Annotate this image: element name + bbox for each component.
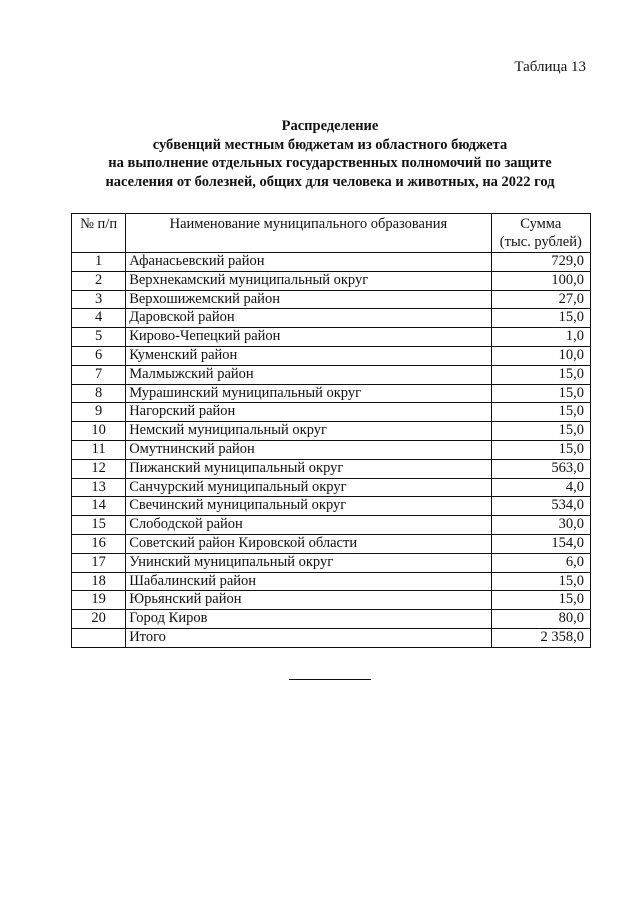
table-row [72,403,591,422]
row-num-cell: 15 [72,516,126,535]
row-name-cell: Советский район Кировской области [126,534,491,553]
table-row [72,459,591,478]
subvention-table [71,213,591,648]
header-sum-line-2: (тыс. рублей) [499,234,582,250]
table-row [72,328,591,347]
table-row [72,478,591,497]
table-row [72,365,591,384]
row-sum-cell: 15,0 [491,572,590,591]
document-title [60,117,600,191]
row-num-cell: 18 [72,572,126,591]
row-sum-cell: 15,0 [491,403,590,422]
row-name-cell: Малмыжский район [126,365,491,384]
table-row [72,271,591,290]
row-name-cell: Афанасьевский район [126,253,491,272]
row-sum-cell: 15,0 [491,384,590,403]
row-name-cell: Даровской район [126,309,491,328]
row-name-cell: Город Киров [126,610,491,629]
title-line-3: на выполнение отдельных государственных полномочий по защите [108,155,552,171]
row-sum-cell: 10,0 [491,346,590,365]
row-sum-cell: 563,0 [491,459,590,478]
header-num: № п/п [72,214,126,253]
row-name-cell: Юрьянский район [126,591,491,610]
row-num-cell: 20 [72,610,126,629]
row-sum-cell: 6,0 [491,553,590,572]
total-num-cell [72,628,126,647]
row-name-cell: Пижанский муниципальный округ [126,459,491,478]
row-num-cell: 17 [72,553,126,572]
header-name: Наименование муниципального образования [126,214,491,253]
row-name-cell: Омутнинский район [126,440,491,459]
row-sum-cell: 15,0 [491,422,590,441]
row-num-cell: 13 [72,478,126,497]
row-name-cell: Кирово-Чепецкий район [126,328,491,347]
row-num-cell: 6 [72,346,126,365]
total-label-cell: Итого [126,628,491,647]
row-num-cell: 2 [72,271,126,290]
total-row [72,628,591,647]
row-sum-cell: 27,0 [491,290,590,309]
table-row [72,440,591,459]
row-sum-cell: 80,0 [491,610,590,629]
title-line-4: населения от болезней, общих для человека и животных, на 2022 год [105,173,555,190]
table-row [72,534,591,553]
table-header-row [72,214,591,253]
row-sum-cell: 15,0 [491,591,590,610]
table-row [72,422,591,441]
table-number-label: Таблица 13 [514,59,586,75]
row-name-cell: Мурашинский муниципальный округ [126,384,491,403]
row-sum-cell: 15,0 [491,309,590,328]
row-num-cell: 4 [72,309,126,328]
row-sum-cell: 30,0 [491,516,590,535]
table-row [72,290,591,309]
row-name-cell: Шабалинский район [126,572,491,591]
row-num-cell: 19 [72,591,126,610]
table-row [72,516,591,535]
row-num-cell: 5 [72,328,126,347]
row-num-cell: 16 [72,534,126,553]
title-line-1: Распределение [281,118,379,134]
row-num-cell: 12 [72,459,126,478]
row-sum-cell: 15,0 [491,365,590,384]
title-line-2: субвенций местным бюджетам из областного бюджета [152,136,508,153]
row-num-cell: 14 [72,497,126,516]
row-sum-cell: 534,0 [491,497,590,516]
table-row [72,346,591,365]
table-row [72,553,591,572]
row-num-cell: 9 [72,403,126,422]
row-sum-cell: 154,0 [491,534,590,553]
row-name-cell: Верхнекамский муниципальный округ [126,271,491,290]
row-sum-cell: 729,0 [491,253,590,272]
table-row [72,572,591,591]
row-name-cell: Верхошижемский район [126,290,491,309]
row-sum-cell: 4,0 [491,478,590,497]
row-sum-cell: 100,0 [491,271,590,290]
table-row [72,497,591,516]
row-num-cell: 8 [72,384,126,403]
row-name-cell: Санчурский муниципальный округ [126,478,491,497]
row-num-cell: 3 [72,290,126,309]
table-row [72,591,591,610]
row-num-cell: 1 [72,253,126,272]
row-name-cell: Нагорский район [126,403,491,422]
table-row [72,253,591,272]
row-num-cell: 11 [72,440,126,459]
table-row [72,610,591,629]
total-sum-cell: 2 358,0 [491,628,590,647]
row-sum-cell: 15,0 [491,440,590,459]
row-name-cell: Свечинский муниципальный округ [126,497,491,516]
row-name-cell: Унинский муниципальный округ [126,553,491,572]
row-num-cell: 10 [72,422,126,441]
row-num-cell: 7 [72,365,126,384]
table-row [72,309,591,328]
row-name-cell: Слободской район [126,516,491,535]
header-sum [491,214,590,253]
header-sum-line-1: Сумма [520,216,562,232]
row-name-cell: Немский муниципальный округ [126,422,491,441]
closing-divider-line [289,679,371,680]
row-sum-cell: 1,0 [491,328,590,347]
table-row [72,384,591,403]
row-name-cell: Куменский район [126,346,491,365]
